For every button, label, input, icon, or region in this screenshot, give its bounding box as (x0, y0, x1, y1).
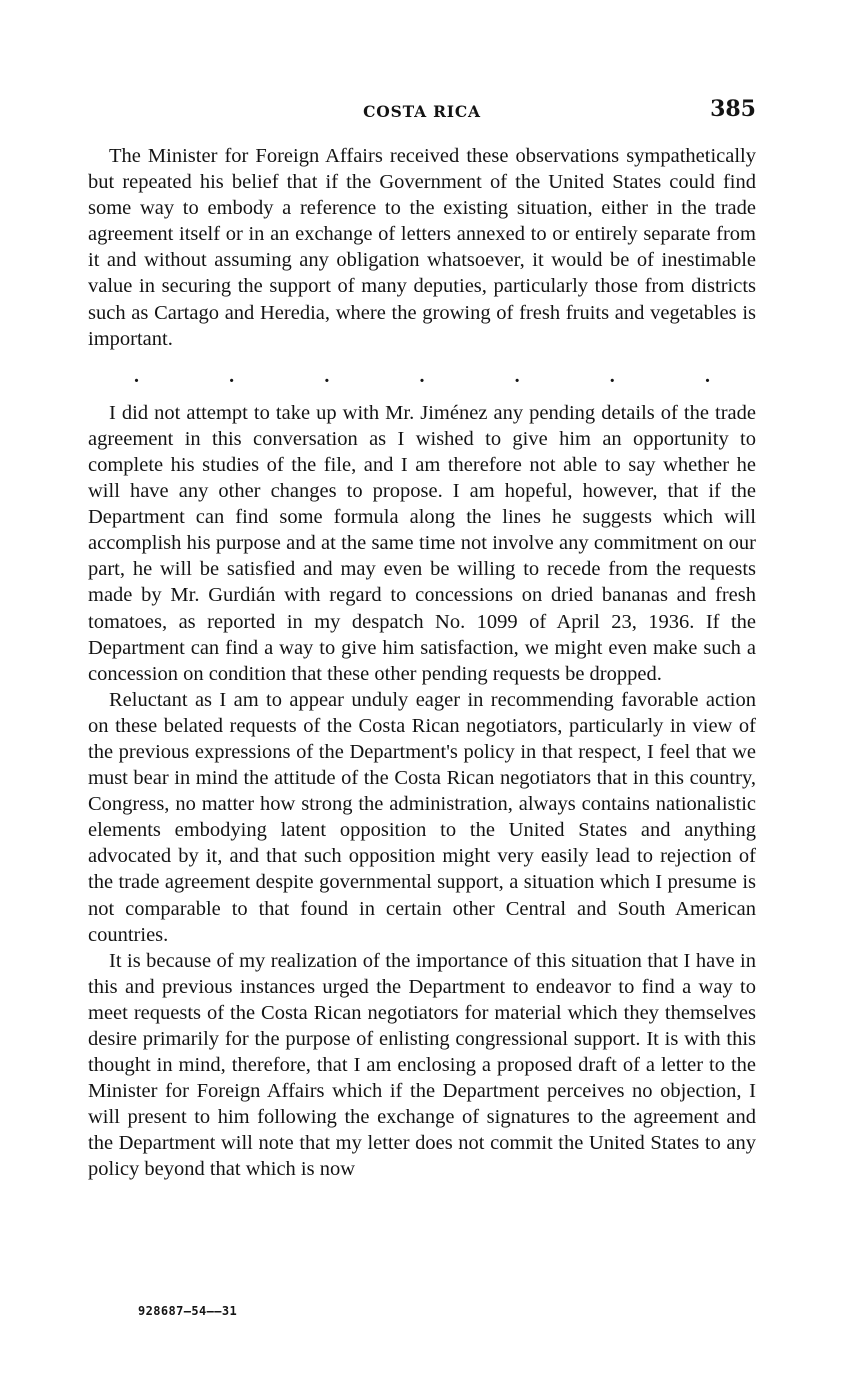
paragraph-4: It is because of my realization of the importance of this situation that I have in this and previous instances urged the Department to endeavor to find a way to meet requests of the Costa Rican negotiators for material which they themselves desire primarily for the purpose of enlisting congressional support. It is with this thought in mind, therefore, that I am enclosing a proposed draft of a letter to the Minister for Foreign Affairs which if the Department perceives no objection, I will present to him following the exchange of signatures to the agreement and the Department will note that my letter does not commit the United States to any policy beyond that which is now (88, 949, 756, 1181)
omission-dot: . (514, 364, 520, 387)
running-head (88, 96, 756, 126)
printer-code: 928687—54——31 (138, 1304, 238, 1318)
paragraph-3: Reluctant as I am to appear unduly eager in recommending favorable action on these belated requests of the Costa Rican negotiators, particularly in view of the previous expressions of the Department's policy in that respect, I feel that we must bear in mind the attitude of the Costa Rican negotiators that in this country, Congress, no matter how strong the administration, always contains nationalistic elements embodying latent opposition to the United States and anything advocated by it, and that such opposition might very easily lead to rejection of the trade agreement despite governmental support, a situation which I presume is not comparable to that found in certain other Central and South American countries. (88, 688, 756, 946)
body-text (88, 143, 756, 1183)
omission-dot: . (134, 364, 139, 387)
page-number: 385 (710, 96, 756, 122)
paragraph-1: The Minister for Foreign Affairs received these observations sympathetically but repeated his belief that if the Government of the United States could find some way to embody a reference to the existing situation, either in the trade agreement itself or in an exchange of letters annexed to or entirely separate from it and without assuming any obligation whatsoever, it would be of inestimable value in securing the support of many deputies, particularly those from districts such as Cartago and Heredia, where the growing of fresh fruits and vegetables is important. (88, 145, 756, 350)
omission-dot: . (419, 364, 425, 387)
paragraph-2: I did not attempt to take up with Mr. Jiménez any pending details of the trade agreement in this conversation as I wished to give him an opportunity to complete his studies of the file, and I am therefore not able to say whether he will have any other changes to propose. I am hopeful, however, that if the Department can find some formula along the lines he suggests which will accomplish his purpose and at the same time not involve any commitment on our part, he will be satisfied and may even be willing to recede from the requests made by Mr. Gurdián with regard to concessions on dried bananas and fresh tomatoes, as reported in my despatch No. 1099 of April 23, 1936. If the Department can find a way to give him satisfaction, we might even make such a concession on condition that these other pending requests be dropped. (88, 401, 756, 685)
running-title: COSTA RICA (363, 102, 481, 121)
omission-dot: . (229, 364, 235, 387)
omission-dot: . (609, 364, 615, 387)
omission-dot: . (324, 364, 330, 387)
omission-dots (88, 352, 756, 400)
omission-dot: . (704, 364, 710, 387)
